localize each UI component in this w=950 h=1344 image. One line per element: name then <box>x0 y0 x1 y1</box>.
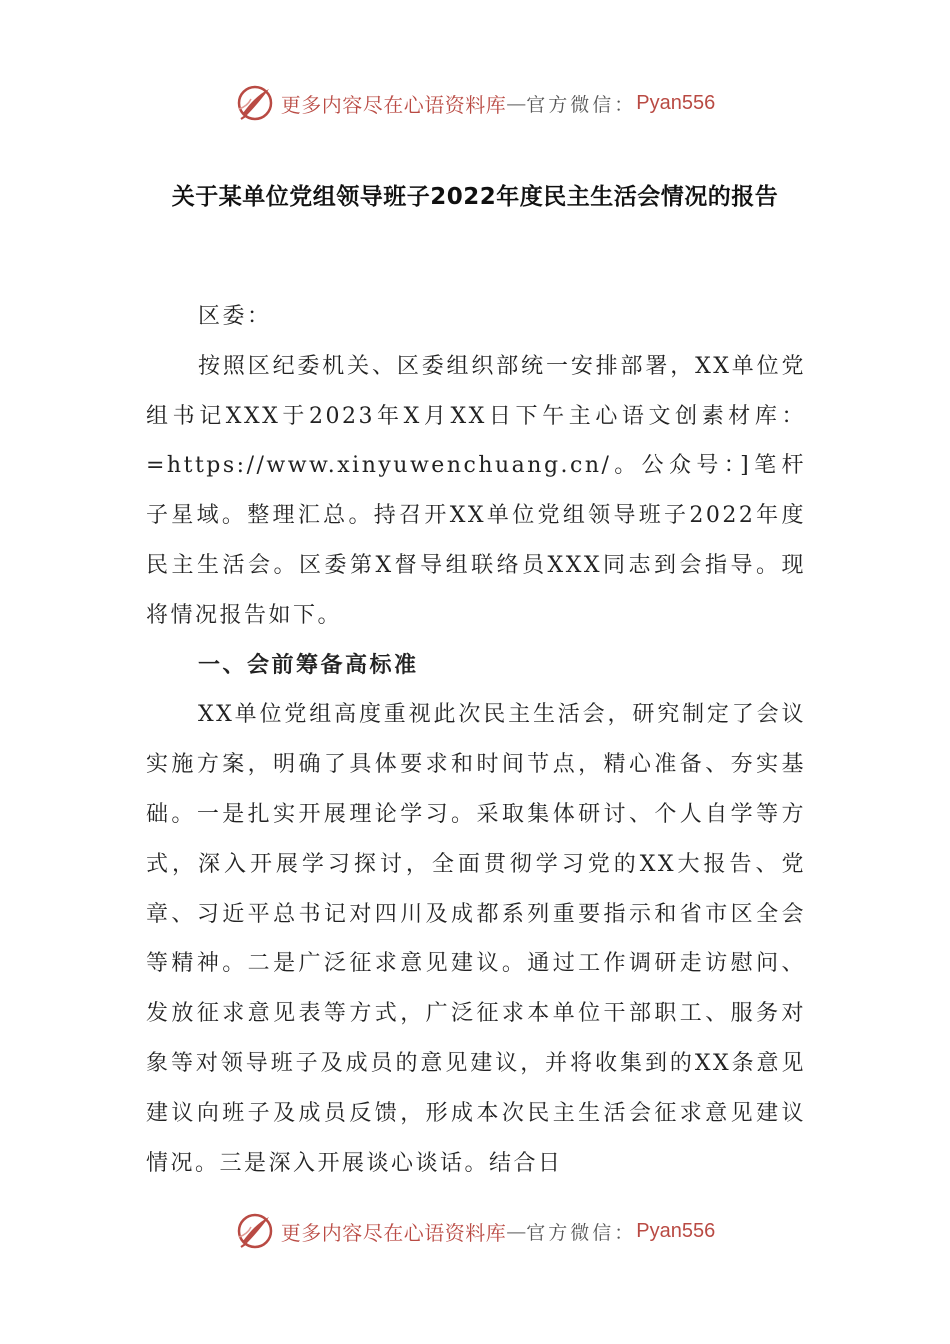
wechat-id: Pyan556 <box>636 1219 716 1242</box>
section-paragraph: XX单位党组高度重视此次民主生活会，研究制定了会议实施方案，明确了具体要求和时间节点，精心准备、夯实基础。一是扎实开展理论学习。采取集体研讨、个人自学等方式，深入开展学习探讨，全面贯彻学习党的XX大报告、党章、习近平总书记对四川及成都系列重要指示和省市区全会等精神。二是广泛征求意见建议。通过工作调研走访慰问、发放征求意见表等方式，广泛征求本单位干部职工、服务对象等对领导班子及成员的意见建议，并将收集到的XX条意见建议向班子及成员反馈，形成本次民主生活会征求意见建议情况。三是深入开展谈心谈话。结合日 <box>146 702 806 1176</box>
document-title: 关于某单位党组领导班子2022年度民主生活会情况的报告 <box>171 184 779 210</box>
intro-paragraph: 按照区纪委机关、区委组织部统一安排部署，XX单位党组书记XXX于2023年X月XX日下午主心语文创素材库：=https://www.xinyuwenchuang.cn/。公众号：]笔杆子星域。整理汇总。持召开XX单位党组领导班子2022年度民主生活会。区委第X督导组联络员XXX同志到会指导。现将情况报告如下。 <box>146 353 806 628</box>
quill-pen-logo-icon <box>235 1211 275 1251</box>
footer-watermark <box>0 1206 950 1256</box>
wechat-label: 官方微信： <box>526 1221 637 1244</box>
section-heading: 一、会前筹备高标准 <box>198 652 419 678</box>
wechat-id: Pyan556 <box>636 91 716 114</box>
salutation: 区委： <box>198 304 272 329</box>
quill-pen-logo-icon <box>235 83 275 123</box>
watermark-text: 更多内容尽在心语资料库 <box>280 92 507 117</box>
document-body <box>146 292 806 1188</box>
wechat-label: 官方微信： <box>526 93 637 116</box>
watermark-separator: — <box>506 1219 527 1243</box>
watermark-text: 更多内容尽在心语资料库 <box>280 1220 507 1245</box>
watermark-separator: — <box>506 91 527 115</box>
header-watermark <box>0 78 950 128</box>
